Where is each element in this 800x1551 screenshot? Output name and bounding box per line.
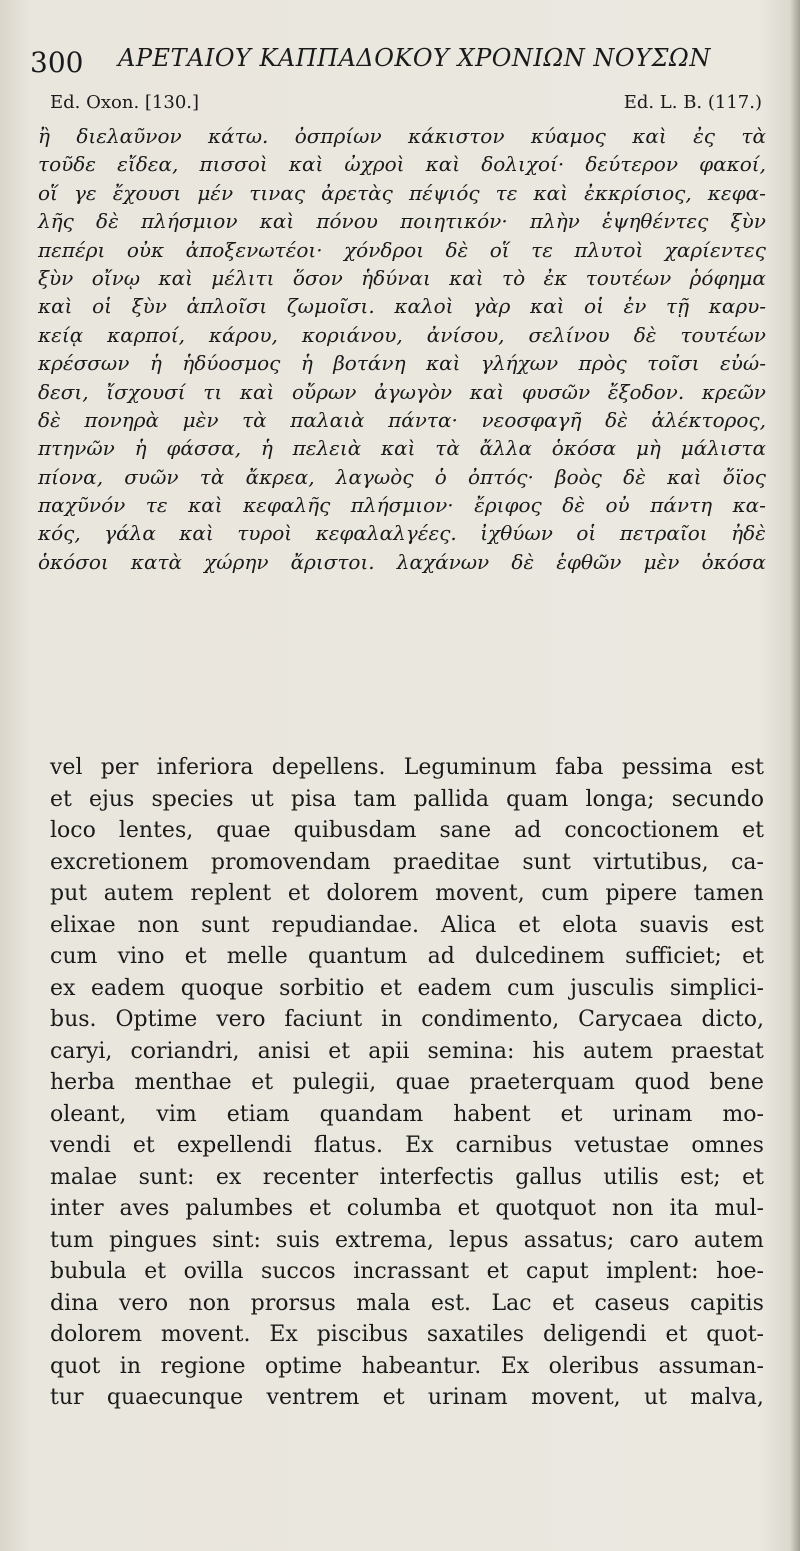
latin-text-line: inter aves palumbes et columba et quotquot non ita mul- [50,1196,764,1221]
greek-text-line: πίονα, συῶν τὰ ἄκρεα, λαγωὸς ὁ ὀπτός· βοὸς δὲ καὶ ὄϊος [38,464,766,489]
latin-text-line: cum vino et melle quantum ad dulcedinem sufficiet; et [50,944,764,969]
greek-text-line: πτηνῶν ἡ φάσσα, ἡ πελειὰ καὶ τὰ ἄλλα ὁκόσα μὴ μάλιστα [38,436,766,461]
running-title: ΑΡΕΤΑΙΟΥ ΚΑΠΠΑΔΟΚΟΥ ΧΡΟΝΙΩΝ ΝΟΥΣΩΝ [118,44,711,72]
latin-text-line: loco lentes, quae quibusdam sane ad concoctionem et [50,818,764,843]
latin-text-line: tum pingues sint: suis extrema, lepus assatus; caro autem [50,1227,764,1253]
edition-reference-left: Ed. Oxon. [130.] [50,92,200,113]
greek-text-line: λῆς δὲ πλήσμιον καὶ πόνου ποιητικόν· πλὴν ἑψηθέντες ξὺν [38,209,766,234]
latin-text-line: bubula et ovilla succos incrassant et caput implent: hoe- [50,1259,764,1284]
latin-text-line: tur quaecunque ventrem et urinam movent, ut malva, [50,1385,764,1410]
latin-text-line: quot in regione optime habeantur. Ex oleribus assuman- [50,1353,764,1379]
greek-text-line: δεσι, ἴσχουσί τι καὶ οὔρων ἀγωγὸν καὶ φυσῶν ἔξοδον. κρεῶν [38,379,766,404]
greek-text-block [38,122,766,576]
page-number: 300 [30,46,84,79]
latin-text-line: et ejus species ut pisa tam pallida quam longa; secundo [50,786,764,812]
latin-text-line: bus. Optime vero faciunt in condimento, Carycaea dicto, [50,1007,764,1032]
greek-text-line: δὲ πονηρὰ μὲν τὰ παλαιὰ πάντα· νεοσφαγῆ δὲ ἀλέκτορος, [38,407,766,432]
greek-text-line: καὶ οἱ ξὺν ἁπλοῖσι ζωμοῖσι. καλοὶ γὰρ καὶ οἱ ἐν τῇ καρυ- [38,294,766,319]
greek-text-line: τοῦδε εἴδεα, πισσοὶ καὶ ὠχροὶ καὶ δολιχοί· δεύτερον φακοί, [38,152,766,177]
latin-text-line: vendi et expellendi flatus. Ex carnibus vetustae omnes [50,1133,764,1158]
latin-text-line: excretionem promovendam praeditae sunt virtutibus, ca- [50,849,764,875]
greek-text-line: πεπέρι οὐκ ἀποξενωτέοι· χόνδροι δὲ οἵ τε πλυτοὶ χαρίεντες [38,237,766,262]
latin-text-line: dina vero non prorsus mala est. Lac et caseus capitis [50,1290,764,1316]
latin-text-line: ex eadem quoque sorbitio et eadem cum jusculis simplici- [50,975,764,1001]
greek-text-line: ξὺν οἴνῳ καὶ μέλιτι ὅσον ἡδύναι καὶ τὸ ἐκ τουτέων ῥόφημα [38,265,766,290]
latin-text-block [50,752,764,1414]
greek-text-line: παχῦνόν τε καὶ κεφαλῆς πλήσμιον· ἔριφος δὲ οὐ πάντη κα- [38,493,766,518]
latin-text-line: herba menthae et pulegii, quae praeterquam quod bene [50,1070,764,1095]
greek-text-line: ἢ διελαῦνον κάτω. ὀσπρίων κάκιστον κύαμος καὶ ἐς τὰ [38,124,766,148]
page-header [30,42,770,88]
latin-text-line: elixae non sunt repudiandae. Alica et elota suavis est [50,912,764,938]
latin-text-line: oleant, vim etiam quandam habent et urinam mo- [50,1101,764,1127]
latin-text-line: put autem replent et dolorem movent, cum pipere tamen [50,881,764,906]
greek-text-line: οἵ γε ἔχουσι μέν τινας ἀρετὰς πέψιός τε καὶ ἐκκρίσιος, κεφα- [38,180,766,205]
edition-reference-right: Ed. L. B. (117.) [623,92,762,113]
greek-text-line: κρέσσων ἡ ἡδύοσμος ἡ βοτάνη καὶ γλήχων πρὸς τοῖσι εὐώ- [38,351,766,376]
page-edge-shadow [790,0,800,1551]
latin-text-line: malae sunt: ex recenter interfectis gallus utilis est; et [50,1164,764,1190]
latin-text-line: vel per inferiora depellens. Leguminum faba pessima est [50,755,764,780]
latin-text-line: dolorem movent. Ex piscibus saxatiles deligendi et quot- [50,1322,764,1347]
greek-text-line: ὁκόσοι κατὰ χώρην ἄριστοι. λαχάνων δὲ ἑφθῶν μὲν ὁκόσα [38,549,766,574]
greek-text-line: κείᾳ καρποί, κάρου, κοριάνου, ἀνίσου, σελίνου δὲ τουτέων [38,322,766,347]
latin-text-line: caryi, coriandri, anisi et apii semina: his autem praestat [50,1038,764,1064]
greek-text-line: κός, γάλα καὶ τυροὶ κεφαλαλγέες. ἰχθύων οἱ πετραῖοι ἠδὲ [38,521,766,546]
